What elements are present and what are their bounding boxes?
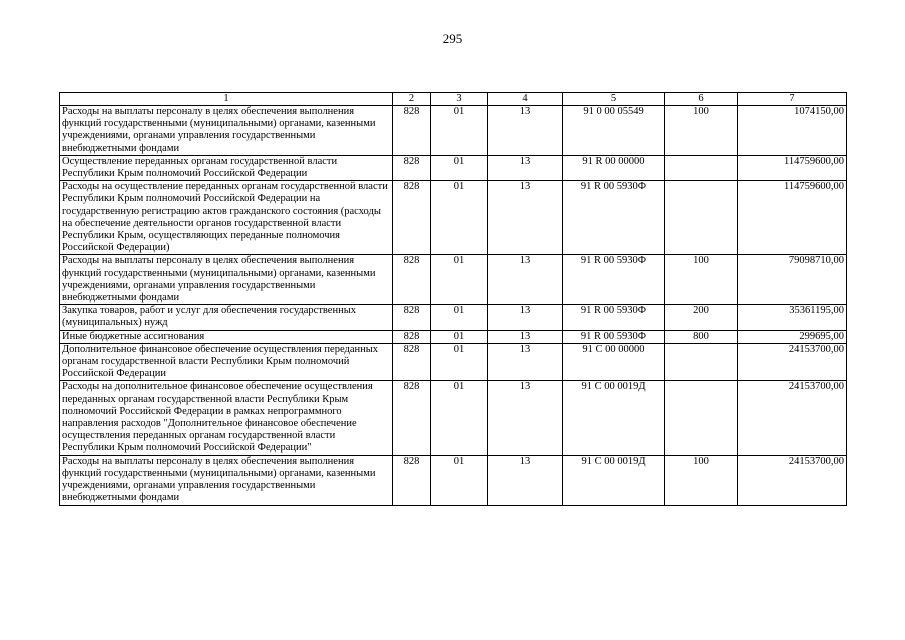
row-description: Расходы на выплаты персоналу в целях обеспечения выполнения функций государственными (муниципальными) органами, казенными учреждениями, органами управления государственными внебюджетными фондами <box>60 255 393 305</box>
ministry-code: 828 <box>393 155 431 180</box>
subsection-code: 13 <box>488 181 563 255</box>
target-article-code: 91 С 00 0019Д <box>563 455 665 505</box>
row-description: Расходы на выплаты персоналу в целях обеспечения выполнения функций государственными (муниципальными) органами, казенными учреждениями, органами управления государственными внебюджетными фондами <box>60 455 393 505</box>
section-code: 01 <box>431 455 488 505</box>
subsection-code: 13 <box>488 343 563 381</box>
table-row <box>60 181 847 255</box>
row-description: Осуществление переданных органам государственной власти Республики Крым полномочий Российской Федерации <box>60 155 393 180</box>
column-header: 3 <box>431 93 488 106</box>
expense-type-code <box>665 181 738 255</box>
amount: 114759600,00 <box>738 181 847 255</box>
amount: 299695,00 <box>738 330 847 343</box>
ministry-code: 828 <box>393 255 431 305</box>
table-header-row <box>60 93 847 106</box>
target-article-code: 91 0 00 05549 <box>563 106 665 156</box>
ministry-code: 828 <box>393 343 431 381</box>
target-article-code: 91 R 00 5930Ф <box>563 181 665 255</box>
subsection-code: 13 <box>488 330 563 343</box>
amount: 24153700,00 <box>738 381 847 455</box>
expense-type-code: 100 <box>665 106 738 156</box>
column-header: 7 <box>738 93 847 106</box>
expense-type-code: 100 <box>665 455 738 505</box>
amount: 79098710,00 <box>738 255 847 305</box>
column-header: 2 <box>393 93 431 106</box>
amount: 35361195,00 <box>738 305 847 330</box>
expense-type-code <box>665 155 738 180</box>
table-row <box>60 106 847 156</box>
table-row <box>60 255 847 305</box>
subsection-code: 13 <box>488 455 563 505</box>
subsection-code: 13 <box>488 381 563 455</box>
subsection-code: 13 <box>488 106 563 156</box>
row-description: Расходы на осуществление переданных органам государственной власти Республики Крым полномочий Российской Федерации на государственную регистрацию актов гражданского состояния (расходы на обеспечение деятельности органов государственной власти Республики Крым, осуществляющих переданные полномочия Российской Федерации) <box>60 181 393 255</box>
table-row <box>60 305 847 330</box>
budget-table <box>59 92 847 506</box>
ministry-code: 828 <box>393 181 431 255</box>
amount: 1074150,00 <box>738 106 847 156</box>
amount: 114759600,00 <box>738 155 847 180</box>
row-description: Расходы на выплаты персоналу в целях обеспечения выполнения функций государственными (муниципальными) органами, казенными учреждениями, органами управления государственными внебюджетными фондами <box>60 106 393 156</box>
section-code: 01 <box>431 381 488 455</box>
target-article-code: 91 R 00 5930Ф <box>563 255 665 305</box>
ministry-code: 828 <box>393 455 431 505</box>
column-header: 1 <box>60 93 393 106</box>
row-description: Закупка товаров, работ и услуг для обеспечения государственных (муниципальных) нужд <box>60 305 393 330</box>
target-article-code: 91 R 00 5930Ф <box>563 330 665 343</box>
amount: 24153700,00 <box>738 455 847 505</box>
expense-type-code <box>665 343 738 381</box>
target-article-code: 91 R 00 00000 <box>563 155 665 180</box>
column-header: 4 <box>488 93 563 106</box>
target-article-code: 91 С 00 0019Д <box>563 381 665 455</box>
expense-type-code: 200 <box>665 305 738 330</box>
row-description: Дополнительное финансовое обеспечение осуществления переданных органам государственной власти Республики Крым полномочий Российской Федерации <box>60 343 393 381</box>
section-code: 01 <box>431 330 488 343</box>
ministry-code: 828 <box>393 106 431 156</box>
expense-type-code: 100 <box>665 255 738 305</box>
target-article-code: 91 С 00 00000 <box>563 343 665 381</box>
table-row <box>60 455 847 505</box>
subsection-code: 13 <box>488 305 563 330</box>
column-header: 5 <box>563 93 665 106</box>
table-row <box>60 155 847 180</box>
section-code: 01 <box>431 343 488 381</box>
section-code: 01 <box>431 155 488 180</box>
section-code: 01 <box>431 255 488 305</box>
row-description: Иные бюджетные ассигнования <box>60 330 393 343</box>
subsection-code: 13 <box>488 255 563 305</box>
amount: 24153700,00 <box>738 343 847 381</box>
row-description: Расходы на дополнительное финансовое обеспечение осуществления переданных органам государственной власти Республики Крым полномочий Российской Федерации в рамках непрограммного направления расходов "Дополнительное финансовое обеспечение осуществления переданных органам государственной власти Республики Крым полномочий Российской Федерации" <box>60 381 393 455</box>
ministry-code: 828 <box>393 330 431 343</box>
expense-type-code <box>665 381 738 455</box>
section-code: 01 <box>431 181 488 255</box>
ministry-code: 828 <box>393 305 431 330</box>
column-header: 6 <box>665 93 738 106</box>
section-code: 01 <box>431 305 488 330</box>
subsection-code: 13 <box>488 155 563 180</box>
table-row <box>60 330 847 343</box>
page-number: 295 <box>442 31 463 46</box>
expense-type-code: 800 <box>665 330 738 343</box>
ministry-code: 828 <box>393 381 431 455</box>
table-row <box>60 381 847 455</box>
table-row <box>60 343 847 381</box>
section-code: 01 <box>431 106 488 156</box>
target-article-code: 91 R 00 5930Ф <box>563 305 665 330</box>
